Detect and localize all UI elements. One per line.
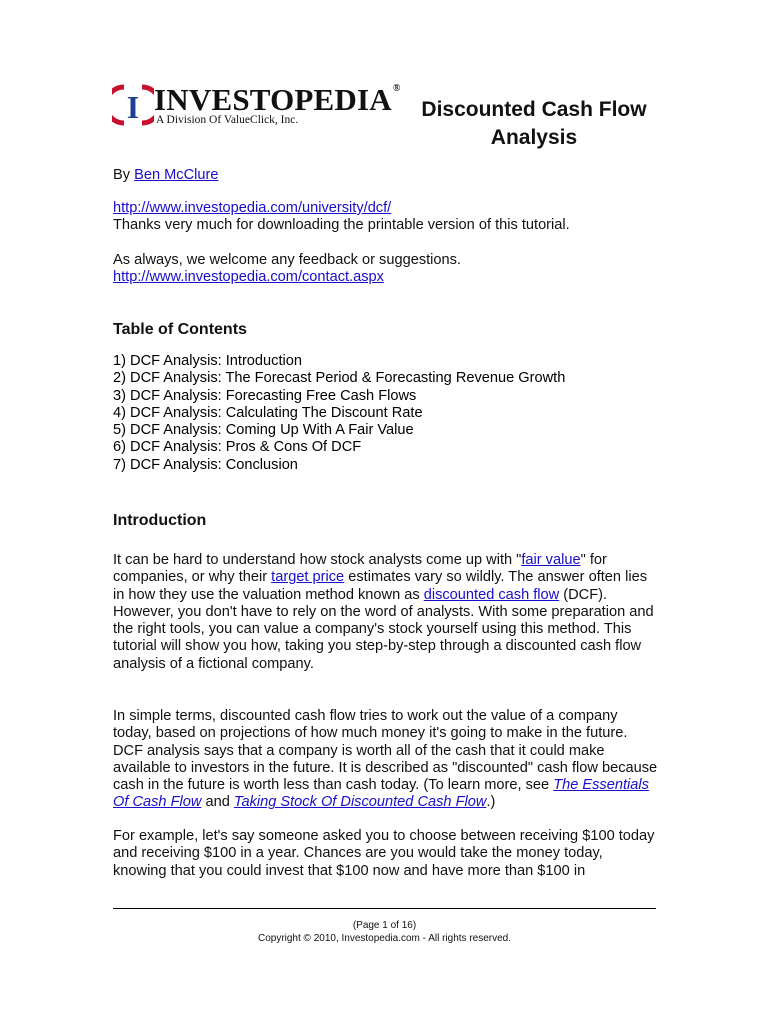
- toc-item: 3) DCF Analysis: Forecasting Free Cash Flows: [113, 387, 417, 404]
- p2-text-b: and: [201, 794, 234, 811]
- p1-text-a: It can be hard to understand how stock analysts come up with ": [113, 552, 522, 568]
- toc-heading: Table of Contents: [113, 321, 247, 338]
- essentials-of-cash-flow-link[interactable]: The Essentials Of Cash Flow: [113, 777, 649, 811]
- byline: [113, 167, 218, 184]
- toc-item: 1) DCF Analysis: Introduction: [113, 353, 302, 369]
- toc-list: [113, 353, 565, 474]
- byline-prefix: By: [113, 167, 135, 183]
- copyright-text: Copyright © 2010, Investopedia.com - All rights reserved.: [257, 933, 512, 944]
- toc-item: 4) DCF Analysis: Calculating The Discount Rate: [113, 404, 423, 421]
- p2-text-c: .): [486, 794, 496, 811]
- logo-letter: I: [126, 89, 140, 125]
- discounted-cash-flow-link[interactable]: discounted cash flow: [423, 586, 560, 603]
- intro-paragraph-1: [113, 552, 658, 673]
- tutorial-url-line: [113, 200, 391, 217]
- p1-text-c: estimates vary so wildly. The answer often lies in how they use the valuation method known as: [113, 569, 647, 603]
- p1-text-b: " for companies, or why their: [113, 552, 607, 586]
- fair-value-link[interactable]: fair value: [521, 552, 581, 568]
- thanks-text: Thanks very much for downloading the printable version of this tutorial.: [113, 217, 570, 233]
- title-line-2: Analysis: [490, 126, 578, 149]
- p2-text-a: In simple terms, discounted cash flow tries to work out the value of a company today, based on projections of how much money it's going to make in the future. DCF analysis says that a company is worth all of the cash that it could make available to investors in the future. It is described as "discounted" cash flow because cash in the future is worth less than cash today. (To learn more, see: [113, 708, 658, 794]
- feedback-text: As always, we welcome any feedback or suggestions.: [113, 252, 461, 268]
- registered-mark: ®: [392, 83, 401, 94]
- footer-divider: [113, 908, 656, 909]
- contact-url-link[interactable]: http://www.investopedia.com/contact.aspx: [113, 269, 384, 285]
- p3-text: For example, let's say someone asked you to choose between receiving $100 today and receiving $100 in a year. Chances are you would take the money today, knowing that you could invest that $100 now and have more than $100 in: [113, 828, 655, 879]
- toc-item: 6) DCF Analysis: Pros & Cons Of DCF: [113, 439, 362, 456]
- toc-item: 7) DCF Analysis: Conclusion: [113, 456, 298, 473]
- investopedia-logo-mark-icon: [112, 84, 154, 126]
- taking-stock-dcf-link[interactable]: Taking Stock Of Discounted Cash Flow: [233, 794, 487, 811]
- tutorial-url-link[interactable]: http://www.investopedia.com/university/dcf/: [113, 200, 392, 216]
- page-number: (Page 1 of 16): [352, 920, 417, 931]
- investopedia-logo: [112, 80, 401, 130]
- intro-paragraph-3: [113, 828, 658, 880]
- target-price-link[interactable]: target price: [271, 569, 345, 586]
- contact-url-line: [113, 269, 384, 286]
- toc-item: 5) DCF Analysis: Coming Up With A Fair Value: [113, 422, 414, 439]
- document-title: [400, 96, 668, 152]
- logo-subtitle: A Division Of ValueClick, Inc.: [156, 114, 299, 126]
- logo-name: INVESTOPEDIA: [154, 82, 392, 117]
- title-line-1: Discounted Cash Flow: [421, 98, 647, 121]
- author-link[interactable]: Ben McClure: [134, 167, 219, 183]
- toc-item: 2) DCF Analysis: The Forecast Period & Forecasting Revenue Growth: [113, 370, 566, 387]
- intro-paragraph-2: [113, 708, 658, 812]
- introduction-heading: Introduction: [113, 512, 207, 529]
- p1-text-d: (DCF). However, you don't have to rely on the word of analysts. With some preparation and the right tools, you can value a company's stock yourself using this method. This tutorial will show you how, taking you step-by-step through a discounted cash flow analysis of a fictional company.: [113, 586, 654, 672]
